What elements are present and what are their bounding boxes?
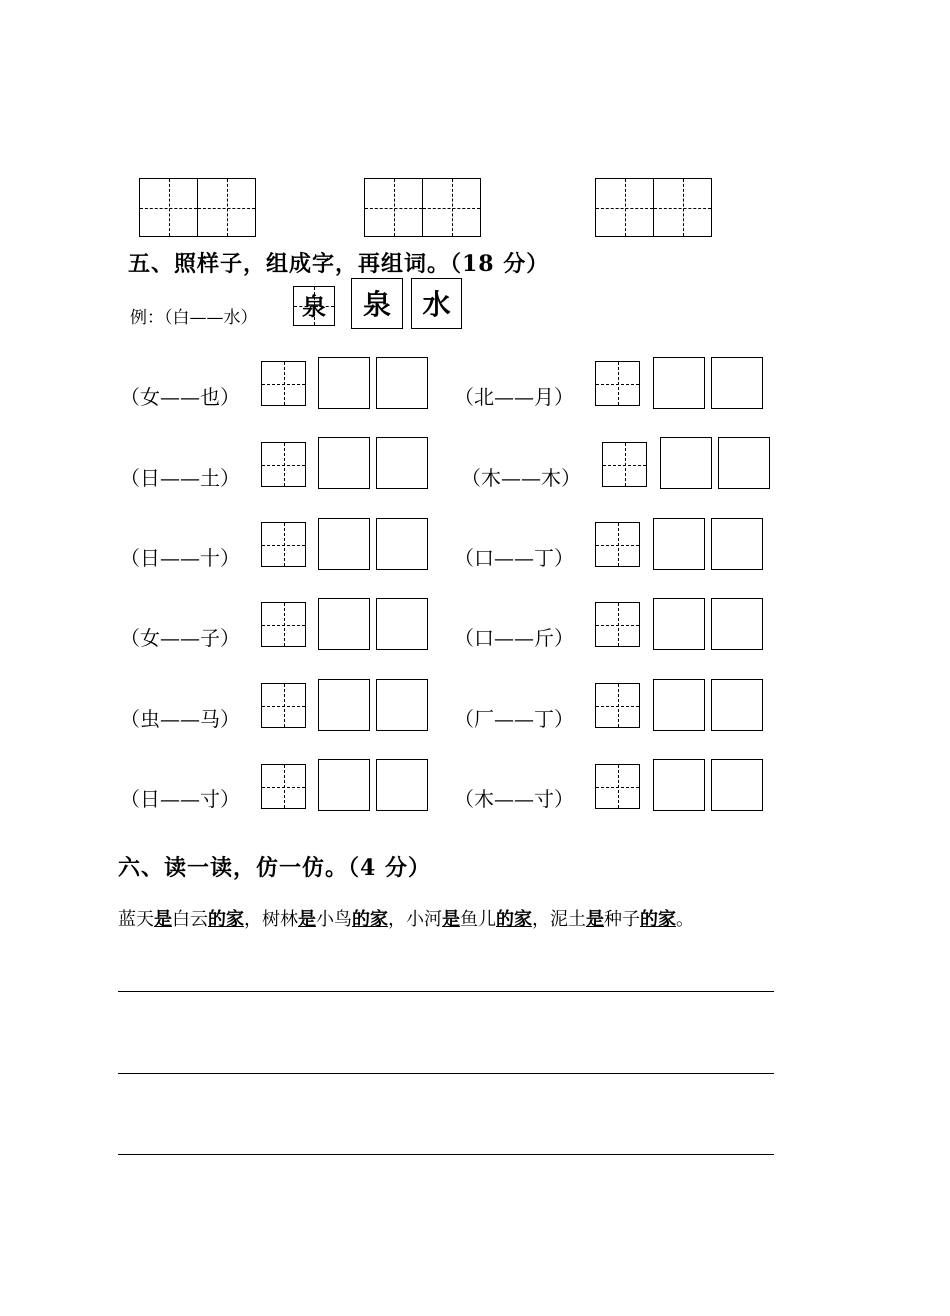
word-box[interactable]	[718, 437, 770, 489]
word-box[interactable]	[660, 437, 712, 489]
pair-label: （虫——马）	[120, 707, 240, 731]
example-word-char-1: 泉	[362, 288, 391, 321]
char-grid[interactable]	[261, 764, 306, 809]
word-box[interactable]	[318, 759, 370, 811]
pair-label: （日——十）	[120, 546, 240, 570]
word-box[interactable]	[653, 679, 705, 731]
char-grid[interactable]	[261, 602, 306, 647]
sentence-text: 小鸟	[316, 909, 352, 930]
char-grid[interactable]	[595, 764, 640, 809]
sentence-text: ，小河	[388, 909, 442, 930]
pair-label: （口——斤）	[454, 626, 574, 650]
word-box[interactable]	[318, 598, 370, 650]
example-label: 例：（白——水）	[130, 308, 258, 328]
word-box[interactable]	[711, 598, 763, 650]
char-grid[interactable]	[261, 361, 306, 406]
word-box[interactable]	[653, 357, 705, 409]
sentence-underlined: 的家	[496, 909, 532, 930]
pair-label: （日——土）	[120, 466, 240, 490]
word-box[interactable]	[653, 759, 705, 811]
word-box[interactable]	[376, 598, 428, 650]
sentence-text: 种子	[604, 909, 640, 930]
answer-line-2[interactable]	[118, 1073, 774, 1074]
word-box[interactable]	[711, 357, 763, 409]
char-grid[interactable]	[602, 442, 647, 487]
example-word-char-2: 水	[422, 288, 451, 321]
word-box[interactable]	[376, 357, 428, 409]
word-box[interactable]	[318, 437, 370, 489]
pair-label: （木——寸）	[454, 787, 574, 811]
answer-line-1[interactable]	[118, 991, 774, 992]
writing-grid-cell[interactable]	[139, 178, 198, 237]
writing-grid-cell[interactable]	[595, 178, 654, 237]
sentence-underlined: 是	[442, 909, 460, 930]
answer-line-3[interactable]	[118, 1154, 774, 1155]
pair-label: （日——寸）	[120, 787, 240, 811]
sentence-text: 。	[676, 909, 694, 930]
word-box[interactable]	[653, 598, 705, 650]
pair-label: （北——月）	[454, 385, 574, 409]
pair-label: （女——子）	[120, 626, 240, 650]
word-box[interactable]	[376, 437, 428, 489]
char-grid[interactable]	[261, 442, 306, 487]
word-box[interactable]	[376, 679, 428, 731]
sentence-text: 鱼儿	[460, 909, 496, 930]
example-word-box-1	[351, 278, 403, 329]
char-grid[interactable]	[595, 602, 640, 647]
sentence-text: 白云	[172, 909, 208, 930]
writing-grid-cell[interactable]	[653, 178, 712, 237]
sentence-underlined: 的家	[352, 909, 388, 930]
char-grid[interactable]	[595, 683, 640, 728]
sentence-underlined: 是	[586, 909, 604, 930]
word-box[interactable]	[653, 518, 705, 570]
word-box[interactable]	[711, 759, 763, 811]
word-box[interactable]	[318, 679, 370, 731]
writing-grid-cell[interactable]	[197, 178, 256, 237]
writing-grid-cell[interactable]	[422, 178, 481, 237]
sentence-text: 蓝天	[118, 909, 154, 930]
pair-label: （口——丁）	[454, 546, 574, 570]
sentence-underlined: 是	[298, 909, 316, 930]
example-char: 泉	[302, 293, 326, 321]
writing-grid-cell[interactable]	[364, 178, 423, 237]
pair-label: （木——木）	[461, 466, 581, 490]
example-word-box-2	[411, 278, 462, 329]
word-box[interactable]	[376, 759, 428, 811]
sentence-underlined: 的家	[640, 909, 676, 930]
pair-label: （女——也）	[120, 385, 240, 409]
word-box[interactable]	[318, 357, 370, 409]
sentence-underlined: 是	[154, 909, 172, 930]
section-5-heading: 五、照样子，组成字，再组词。（18 分）	[128, 251, 550, 277]
word-box[interactable]	[318, 518, 370, 570]
char-grid[interactable]	[261, 683, 306, 728]
word-box[interactable]	[376, 518, 428, 570]
char-grid[interactable]	[595, 522, 640, 567]
section-6-heading: 六、读一读，仿一仿。（4 分）	[118, 855, 431, 881]
sentence-underlined: 的家	[208, 909, 244, 930]
sentence-text: ，泥土	[532, 909, 586, 930]
example-sentence	[118, 905, 694, 931]
word-box[interactable]	[711, 518, 763, 570]
sentence-text: ，树林	[244, 909, 298, 930]
example-char-grid	[293, 286, 335, 326]
pair-label: （厂——丁）	[454, 707, 574, 731]
char-grid[interactable]	[261, 522, 306, 567]
char-grid[interactable]	[595, 361, 640, 406]
word-box[interactable]	[711, 679, 763, 731]
